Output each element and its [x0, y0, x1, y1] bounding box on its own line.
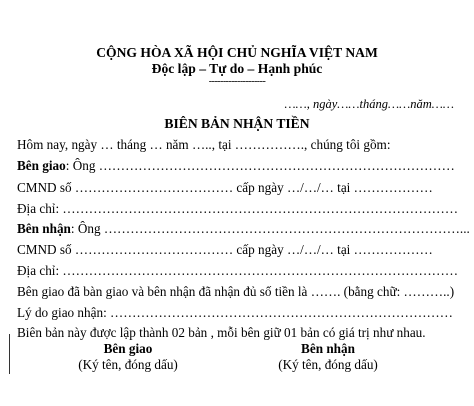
reason-line: Lý do giao nhận: ……………………………………………………………………: [17, 305, 453, 320]
intro-line: Hôm nay, ngày … tháng … năm ….., tại ……………., chúng tôi gồm:: [17, 137, 391, 152]
receiver-name-line: [17, 221, 470, 237]
date-line: ……, ngày……tháng……năm……: [284, 97, 454, 111]
motto: Độc lập – Tự do – Hạnh phúc: [151, 61, 323, 76]
confirm-line: Bên giao đã bàn giao và bên nhận đã nhận đủ số tiền là ……. (bằng chữ: ………..): [17, 284, 455, 299]
giver-label: Bên giao: [17, 158, 66, 173]
header-separator: --------------------: [208, 76, 266, 87]
giver-name-field: : Ông ………………………………………………………………………: [65, 158, 455, 173]
receiver-signature-block: [248, 341, 408, 373]
receiver-name-field: : Ông ………………………………………………………………………...: [70, 221, 470, 236]
giver-signature-note: (Ký tên, đóng dấu): [78, 357, 178, 372]
receiver-signature-role: Bên nhận: [301, 341, 355, 356]
giver-name-line: [17, 158, 455, 174]
giver-signature-block: [48, 341, 208, 373]
receiver-address-line: Địa chỉ: ………………………………………………………………………………: [17, 263, 459, 278]
document-title: BIÊN BẢN NHẬN TIỀN: [164, 116, 310, 131]
receiver-signature-note: (Ký tên, đóng dấu): [278, 357, 378, 372]
giver-id-line: CMND số ……………………………… cấp ngày …/…/… tại ………………: [17, 180, 433, 195]
closing-line: Biên bản này được lập thành 02 bản , mỗi bên giữ 01 bản có giá trị như nhau.: [17, 325, 426, 340]
giver-signature-role: Bên giao: [103, 341, 153, 356]
receiver-label: Bên nhận: [17, 221, 71, 236]
receiver-id-line: CMND số ……………………………… cấp ngày …/…/… tại ………………: [17, 242, 433, 257]
giver-address-line: Địa chỉ: ………………………………………………………………………………: [17, 201, 459, 216]
national-title: CỘNG HÒA XÃ HỘI CHỦ NGHĨA VIỆT NAM: [96, 45, 378, 60]
margin-mark: [9, 334, 10, 374]
